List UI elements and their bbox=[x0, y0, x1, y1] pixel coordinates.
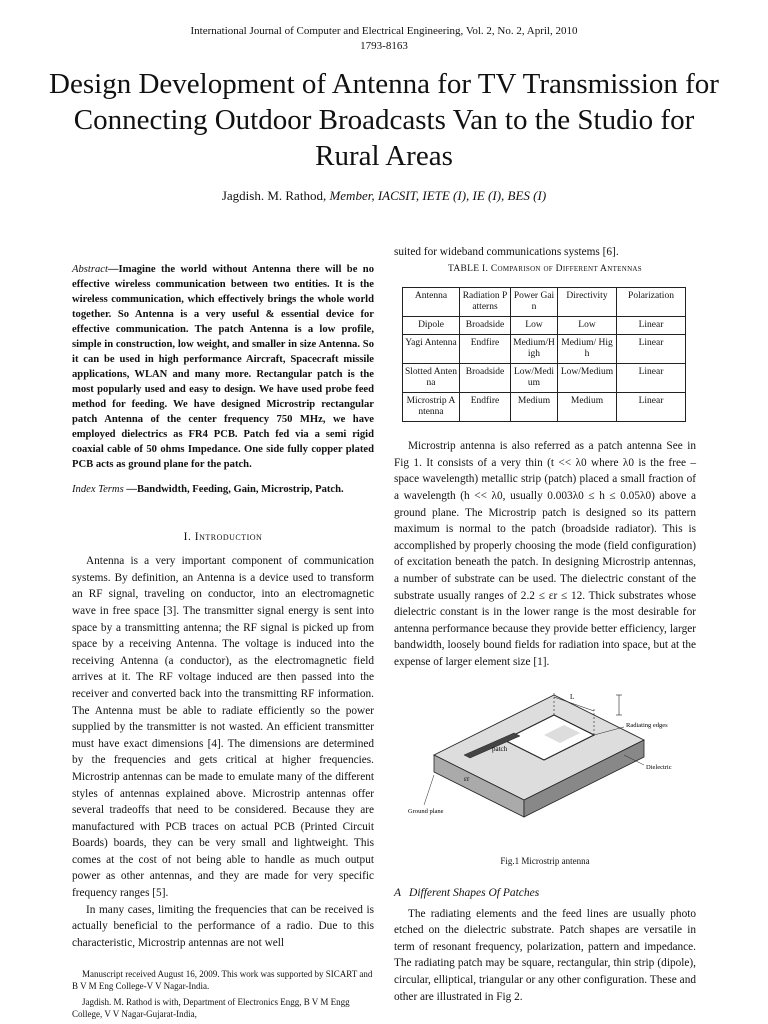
table-cell: Medium/ High bbox=[558, 335, 617, 364]
index-terms-label: Index Terms bbox=[72, 484, 124, 495]
table-cell: Linear bbox=[617, 317, 686, 335]
footnotes bbox=[72, 968, 374, 1024]
table-header-cell: Polarization bbox=[617, 288, 686, 317]
table-header-cell: Radiation Patterns bbox=[460, 288, 511, 317]
author-line bbox=[0, 188, 768, 204]
microstrip-figure bbox=[394, 685, 696, 849]
table-header-cell: Directivity bbox=[558, 288, 617, 317]
table-cell: Broadside bbox=[460, 364, 511, 393]
table-row bbox=[403, 335, 686, 364]
microstrip-paragraph: Microstrip antenna is also referred as a patch antenna See in Fig 1. It consists of a very thin (t << λ0 where λ0 is the free – space wavelength) metallic strip (patch) placed a small fraction of a wavelength (h << λ0, usually 0.003λ0 ≤ h ≤ 0.05λ0) above a ground plane. The Microstrip patch is designed so its pattern maximum is normal to the patch (broadside radiator). This is accomplished by properly choosing the mode (field configuration) of excitation beneath the patch. In designing Microstrip antennas, a number of substrate can be used. The dielectric constant of the substrate usually ranges of 2.2 ≤ εr ≤ 12. Thick substrates whose dielectric constant is in the lower range is the most desirable for antenna performance because they provide better efficiency, larger bandwidth, loosely bound fields for radiation into space, but at the expense of larger element size [1]. bbox=[394, 440, 696, 668]
table-cell: Dipole bbox=[403, 317, 460, 335]
intro-paragraph-2: In many cases, limiting the frequencies that can be received is actually beneficial to the performance of a radio. Due to this characteristic, Microstrip antennas are not well bbox=[72, 903, 374, 949]
table-cell: Yagi Antenna bbox=[403, 335, 460, 364]
table-cell: Medium/High bbox=[511, 335, 558, 364]
table-row bbox=[403, 364, 686, 393]
index-terms bbox=[72, 482, 374, 499]
table-caption: TABLE I. Comparison of Different Antennas bbox=[448, 263, 642, 274]
footnote-manuscript: Manuscript received August 16, 2009. This work was supported by SICART and B V M Eng College-V V Nagar-India. bbox=[72, 969, 373, 991]
right-column bbox=[394, 244, 696, 1005]
table-cell: Low bbox=[511, 317, 558, 335]
table-cell: Microstrip Antenna bbox=[403, 393, 460, 422]
journal-header bbox=[0, 24, 768, 54]
shapes-paragraph: The radiating elements and the feed lines are usually photo etched on the dielectric substrate. Patch shapes are versatile in term of resonant frequency, polarization, pattern and impedance. The radiating patch may be square, rectangular, thin strip (dipole), circular, elliptical, triangular or any other configuration. These and other are illustrated in Fig 2. bbox=[394, 907, 696, 1003]
abstract-text: —Imagine the world without Antenna there will be no effective wireless communication between two entities. It is the wireless communication, which effectively brings the whole world together. So Antenna is a very useful & essential device for effective communication. The patch Antenna is a low profile, simple in construction, low weight, and smaller in size Antenna. So it can be used in high performance Aircraft, Spacecraft missile applications, WLAN and many more. Rectangular patch is the most popularly used and easy to design. We have used probe feed method for feeding. We have designed Microstrip rectangular patch Antenna of the center frequency 750 MHz, we have employed dielectrics as FR4 PCB. Patch fed via a semi rigid coaxial cable of 50 ohms Impedance. One side fully copper plated PCB acts as ground plane for the patch. bbox=[72, 264, 374, 470]
label-dielectric: Dielectric bbox=[646, 763, 672, 771]
issn: 1793-8163 bbox=[360, 40, 408, 52]
continued-text: suited for wideband communications systems [6]. bbox=[394, 246, 619, 258]
table-row bbox=[403, 317, 686, 335]
subsection-title: Different Shapes Of Patches bbox=[409, 887, 540, 900]
comparison-table bbox=[402, 287, 686, 422]
table-cell: Slotted Antenna bbox=[403, 364, 460, 393]
section-number: I. bbox=[183, 530, 192, 543]
subsection-letter: A bbox=[394, 887, 402, 900]
table-header-cell: Antenna bbox=[403, 288, 460, 317]
label-patch: patch bbox=[492, 744, 508, 753]
table-cell: Linear bbox=[617, 393, 686, 422]
label-radiating-edges: Radiating edges bbox=[626, 721, 668, 729]
abstract-label: Abstract bbox=[72, 264, 108, 275]
section-heading bbox=[72, 529, 374, 546]
author-name: Jagdish. M. Rathod, bbox=[221, 188, 327, 203]
section-title: Introduction bbox=[194, 530, 263, 543]
table-cell: Endfire bbox=[460, 393, 511, 422]
author-affiliation: Member, IACSIT, IETE (I), IE (I), BES (I) bbox=[329, 188, 547, 203]
footnote-author: Jagdish. M. Rathod is with, Department of Electronics Engg, B V M Engg College, V V Nagar-Gujarat-India, bbox=[72, 997, 350, 1019]
microstrip-antenna-diagram bbox=[394, 685, 696, 849]
journal-line: International Journal of Computer and Electrical Engineering, Vol. 2, No. 2, April, 2010 bbox=[190, 25, 578, 37]
table-cell: Endfire bbox=[460, 335, 511, 364]
left-column bbox=[72, 244, 374, 951]
paper-title: Design Development of Antenna for TV Transmission for Connecting Outdoor Broadcasts Van to the Studio for Rural Areas bbox=[49, 68, 719, 172]
table-cell: Medium bbox=[558, 393, 617, 422]
subsection-heading bbox=[394, 885, 696, 902]
label-L: L bbox=[570, 692, 575, 701]
table-header-cell: Power Gain bbox=[511, 288, 558, 317]
abstract bbox=[72, 262, 374, 472]
table-cell: Linear bbox=[617, 335, 686, 364]
index-terms-text: —Bandwidth, Feeding, Gain, Microstrip, Patch. bbox=[123, 484, 344, 495]
table-cell: Linear bbox=[617, 364, 686, 393]
table-header-row bbox=[403, 288, 686, 317]
table-row bbox=[403, 393, 686, 422]
label-er: εr bbox=[464, 774, 470, 783]
table-cell: Low bbox=[558, 317, 617, 335]
label-ground-plane: Ground plane bbox=[408, 807, 444, 815]
table-cell: Broadside bbox=[460, 317, 511, 335]
table-cell: Low/Medium bbox=[511, 364, 558, 393]
table-cell: Medium bbox=[511, 393, 558, 422]
table-cell: Low/Medium bbox=[558, 364, 617, 393]
figure-caption: Fig.1 Microstrip antenna bbox=[500, 855, 590, 866]
intro-paragraph-1: Antenna is a very important component of communication systems. By definition, an Antenna is a device used to transform an RF signal, traveling on conductor, into an electromagnetic wave in free space [3]. The transmitter signal energy is sent into space by a transmitting antenna; the RF signal is picked up from space by a receiving Antenna. The voltage is induced into the receiving Antenna (a conductor), as the electromagnetic field arrives at it. The RF voltage induced are then passed into the receiver and converted back into the transmitting RF information. The Antenna must be able to radiate efficiently so the power supplied by the transmitter is not wasted. An efficient transmitter must have exact dimensions [4]. The dimensions are determined by the frequencies and gets critical at higher frequencies. Microstrip antennas can be made to emulate many of the different styles of antennas explained above. Microstrip antennas offer several tradeoffs that need to be considered. Because they are manufactured with PCB traces on actual PCB (Printed Circuit Boards) boards, they can be very small and lightweight. This comes at the cost of not being able to handle as much output power as other antennas, and they are made for very specific frequency ranges [5]. bbox=[72, 555, 374, 900]
